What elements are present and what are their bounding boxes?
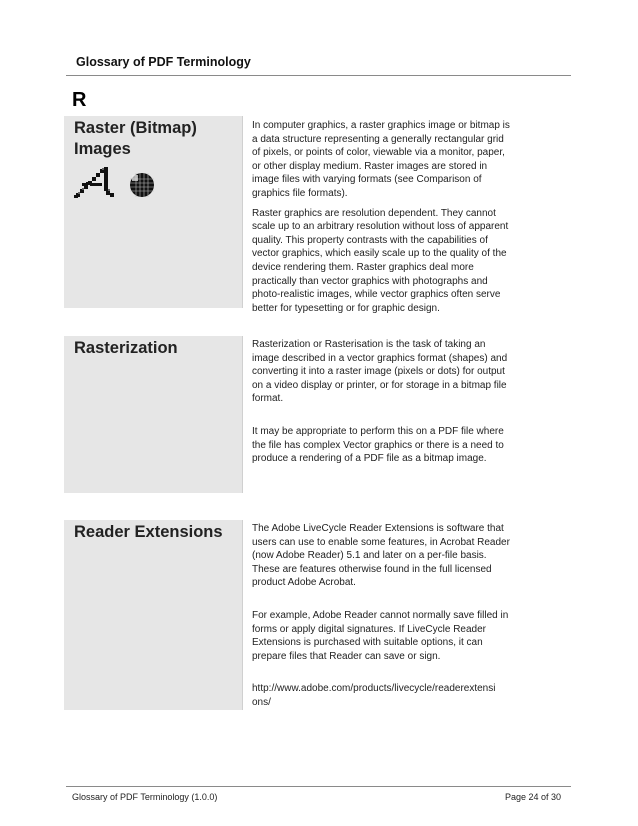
term-box-rasterization xyxy=(64,336,243,493)
term-label-raster: Raster (Bitmap) Images xyxy=(74,119,197,158)
page-header-title: Glossary of PDF Terminology xyxy=(76,55,251,69)
definition-paragraph: The Adobe LiveCycle Reader Extensions is software that users can use to enable some features, in Acrobat Reader (now Adobe Reader) 5.1 and later on a per-file basis. These are features otherwise found in the full licensed product Adobe Acrobat. xyxy=(252,523,510,589)
definition-paragraph: For example, Adobe Reader cannot normally save filled in forms or apply digital signatures. If LiveCycle Reader Extensions is purchased with suitable options, it can prepare files that Reader can save or sign. xyxy=(252,609,509,662)
reader-extensions-link[interactable]: http://www.adobe.com/products/livecycle/readerextensi ons/ xyxy=(252,683,496,708)
term-label-reader-extensions: Reader Extensions xyxy=(74,523,223,541)
header-divider xyxy=(66,75,571,76)
footer-divider xyxy=(66,786,571,787)
term-box-raster xyxy=(64,116,243,308)
definition-rasterization xyxy=(252,338,514,466)
footer-page-number: Page 24 of 30 xyxy=(505,792,562,802)
definition-paragraph: Rasterization or Rasterisation is the task of taking an image described in a vector graphics format (shapes) and converting it into a raster image (pixels or dots) for output on a video display or printer, or for storage in a bitmap file format. xyxy=(252,339,508,405)
definition-paragraph: In computer graphics, a raster graphics image or bitmap is a data structure representing a generally rectangular grid of pixels, or points of color, viewable via a monitor, paper, or other display medium. Raster images are stored in image files with varying formats (see Comparison of graphics file formats). xyxy=(252,120,510,199)
definition-raster xyxy=(252,119,514,315)
pixelated-letter-a-and-circle-icon xyxy=(74,165,164,201)
definition-reader-extensions xyxy=(252,522,514,710)
term-label-rasterization: Rasterization xyxy=(74,339,178,357)
term-box-reader-extensions xyxy=(64,520,243,710)
footer-document-title: Glossary of PDF Terminology (1.0.0) xyxy=(72,792,218,802)
definition-paragraph: It may be appropriate to perform this on a PDF file where the file has complex Vector graphics or there is a need to produce a rendering of a PDF file as a bitmap image. xyxy=(252,425,504,465)
definition-paragraph: Raster graphics are resolution dependent. They cannot scale up to an arbitrary resolution without loss of apparent quality. This property contrasts with the capabilities of vector graphics, which easily scale up to the quality of the device rendering them. Raster graphics deal more practically than vector graphics with photographs and photo-realistic images, while vector graphics often serve better for typesetting or for graphic design. xyxy=(252,207,509,314)
section-letter: R xyxy=(72,89,87,111)
